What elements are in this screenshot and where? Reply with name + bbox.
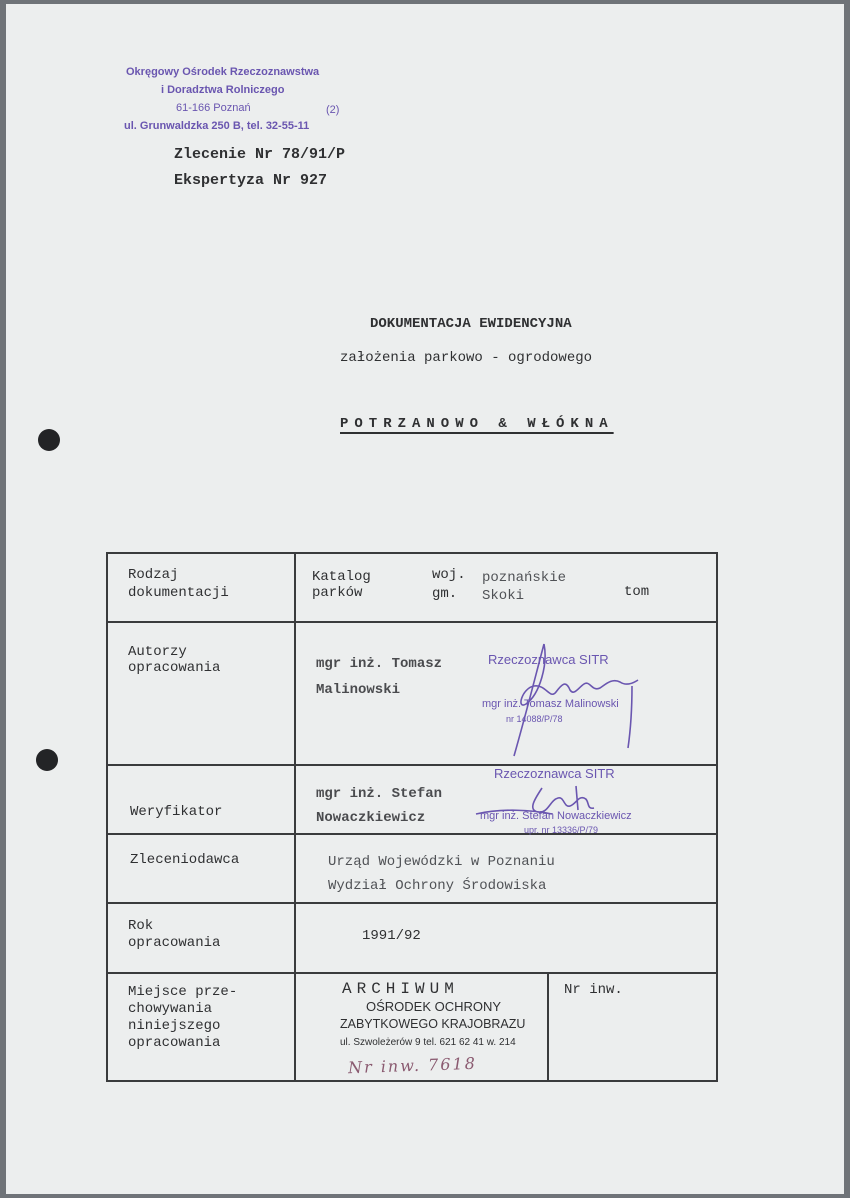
label-client: Zleceniodawca [130, 852, 240, 868]
voivodeship-value: poznańskie [482, 570, 567, 586]
verifier-name-1: mgr inż. Stefan [316, 786, 443, 802]
label-storage-4: opracowania [128, 1035, 221, 1051]
expertise-number: Ekspertyza Nr 927 [174, 172, 328, 189]
stamp-line-4: ul. Grunwaldzka 250 B, tel. 32-55-11 [124, 120, 310, 132]
client-line-1: Urząd Wojewódzki w Poznaniu [328, 854, 555, 870]
volume-label: tom [624, 584, 650, 600]
label-authors-1: Autorzy [128, 644, 187, 660]
label-year-1: Rok [128, 918, 154, 934]
stamp-line-3: 61-166 Poznań [176, 102, 251, 114]
punch-hole-top [38, 429, 60, 451]
author-name-1: mgr inż. Tomasz [316, 656, 443, 672]
inventory-number-label: Nr inw. [564, 982, 623, 998]
stamp-line-3-number: (2) [326, 104, 340, 116]
voivodeship-label: woj. [432, 567, 466, 583]
label-storage-1: Miejsce prze- [128, 984, 238, 1000]
archive-line-2: ZABYTKOWEGO KRAJOBRAZU [340, 1017, 526, 1031]
verifier-stamp-nr: upr. nr 13336/P/79 [524, 825, 599, 835]
author-signature [496, 634, 646, 764]
document-page [6, 4, 844, 1194]
label-year-2: opracowania [128, 935, 221, 951]
doc-location-title: POTRZANOWO & WŁÓKNA [340, 416, 614, 432]
commune-label: gm. [432, 586, 458, 602]
inventory-handwritten: Nr inw. 7618 [347, 1053, 478, 1078]
author-stamp-nr: nr 14088/P/78 [506, 714, 563, 724]
commune-value: Skoki [482, 588, 525, 604]
client-line-2: Wydział Ochrony Środowiska [328, 878, 547, 894]
archive-line-1: OŚRODEK OCHRONY [366, 999, 502, 1014]
stamp-line-2: i Doradztwa Rolniczego [161, 84, 285, 96]
label-storage-2: chowywania [128, 1001, 213, 1017]
year-value: 1991/92 [362, 928, 421, 944]
doc-subtitle: założenia parkowo - ogrodowego [340, 350, 593, 366]
label-authors-2: opracowania [128, 660, 221, 676]
verifier-stamp-name: mgr inż. Stefan Nowaczkiewicz [480, 810, 632, 822]
verifier-stamp-title: Rzeczoznawca SITR [494, 766, 615, 781]
verifier-signature [472, 780, 612, 830]
label-verifier: Weryfikator [130, 804, 223, 820]
label-doc-type-1: Rodzaj [128, 567, 179, 583]
archive-title: ARCHIWUM [342, 980, 459, 998]
doc-title: DOKUMENTACJA EWIDENCYJNA [370, 316, 572, 332]
catalog-line-2: parków [312, 585, 363, 601]
punch-hole-bottom [36, 749, 58, 771]
author-stamp-name: mgr inż. Tomasz Malinowski [482, 698, 619, 710]
archive-line-3: ul. Szwoleżerów 9 tel. 621 62 41 w. 214 [340, 1037, 516, 1048]
label-doc-type-2: dokumentacji [128, 585, 229, 601]
author-stamp-title: Rzeczoznawca SITR [488, 652, 609, 667]
label-storage-3: niniejszego [128, 1018, 221, 1034]
order-number: Zlecenie Nr 78/91/P [174, 146, 346, 163]
verifier-name-2: Nowaczkiewicz [316, 810, 426, 826]
stamp-line-1: Okręgowy Ośrodek Rzeczoznawstwa [126, 66, 320, 78]
author-name-2: Malinowski [316, 682, 401, 698]
catalog-line-1: Katalog [312, 569, 371, 585]
